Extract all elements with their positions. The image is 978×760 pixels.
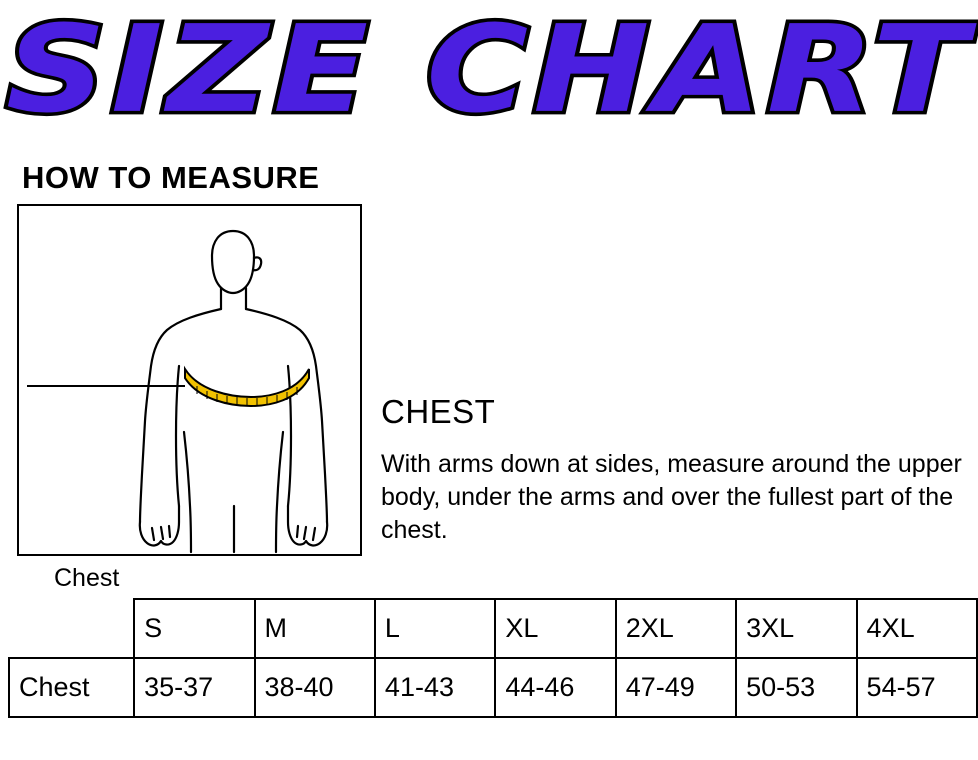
chest-value-4xl: 54-57 bbox=[857, 658, 977, 717]
size-header-s: S bbox=[134, 599, 254, 658]
chest-value-2xl: 47-49 bbox=[616, 658, 736, 717]
body-diagram-icon bbox=[19, 206, 360, 554]
size-header-4xl: 4XL bbox=[857, 599, 977, 658]
table-row bbox=[9, 658, 977, 717]
chest-value-s: 35-37 bbox=[134, 658, 254, 717]
page-title bbox=[0, 0, 978, 144]
chest-value-3xl: 50-53 bbox=[736, 658, 856, 717]
row-label-chest: Chest bbox=[9, 658, 134, 717]
measurement-figure bbox=[17, 204, 362, 592]
size-header-3xl: 3XL bbox=[736, 599, 856, 658]
chest-value-l: 41-43 bbox=[375, 658, 495, 717]
size-header-m: M bbox=[255, 599, 375, 658]
table-corner-cell bbox=[9, 599, 134, 658]
description-heading: CHEST bbox=[381, 393, 496, 430]
size-header-2xl: 2XL bbox=[616, 599, 736, 658]
size-table bbox=[8, 598, 978, 718]
chest-value-xl: 44-46 bbox=[495, 658, 615, 717]
how-to-measure-heading: HOW TO MEASURE bbox=[22, 160, 320, 195]
chest-value-m: 38-40 bbox=[255, 658, 375, 717]
table-row-headers bbox=[9, 599, 977, 658]
description-body: With arms down at sides, measure around the upper body, under the arms and over the fullest part of the chest. bbox=[381, 450, 962, 544]
page-title-text: SIZE CHART bbox=[5, 0, 973, 140]
size-header-l: L bbox=[375, 599, 495, 658]
size-header-xl: XL bbox=[495, 599, 615, 658]
chest-figure-label: Chest bbox=[54, 564, 120, 592]
